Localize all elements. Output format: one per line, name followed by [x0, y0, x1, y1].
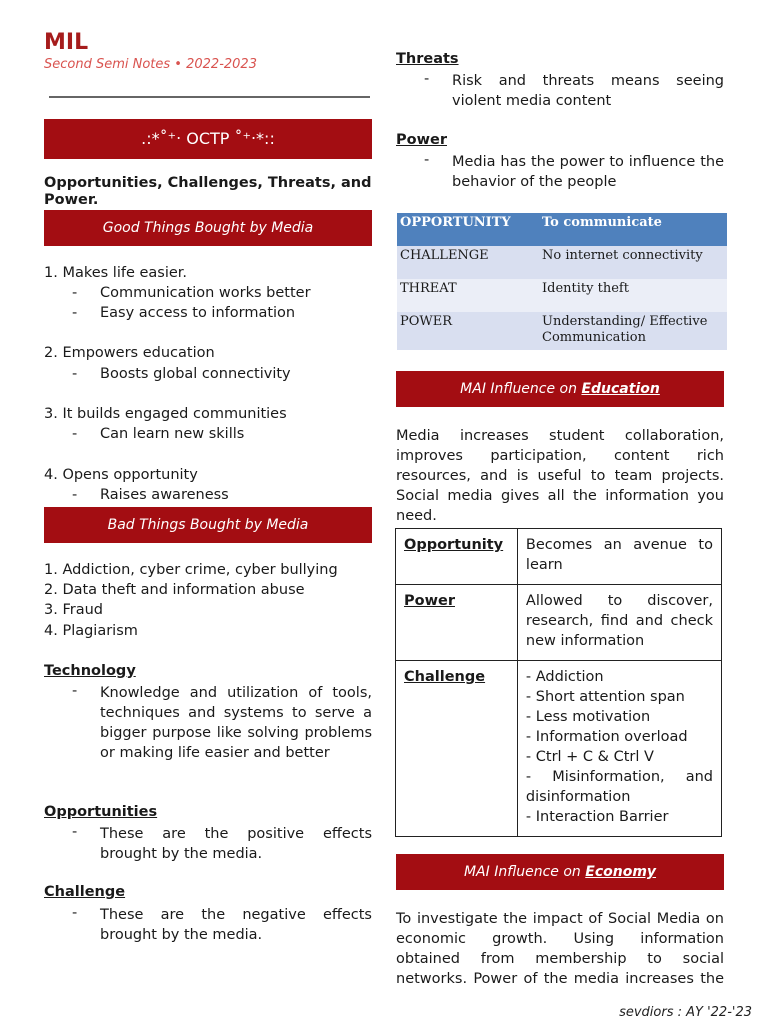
octp-table	[397, 213, 727, 350]
good-item-2: 2. Empowers education	[44, 345, 215, 361]
technology-item	[44, 683, 372, 783]
table-cell: To communicate	[542, 215, 662, 230]
table-cell: CHALLENGE	[400, 248, 489, 263]
document-title: MIL	[44, 30, 89, 55]
list-item: - Misinformation, and disinformation	[525, 769, 713, 805]
education-paragraph: Media increases student collaboration, improves participation, content rich resources, and is useful to team projects. Social media gives all the information you need.	[396, 428, 724, 524]
technology-text: Knowledge and utilization of tools, techniques and systems to serve a bigger purpose like solving problems or making life easier and better	[100, 685, 372, 761]
education-banner	[396, 371, 724, 407]
dash: -	[72, 905, 78, 921]
economy-paragraph: To investigate the impact of Social Media on economic growth. Using information obtained from membership to social networks. Power of the media increases the	[396, 911, 724, 987]
list-item: - Addiction	[525, 669, 604, 685]
challenge-values	[517, 661, 721, 837]
list-item: - Less motivation	[525, 709, 651, 725]
dash: -	[72, 683, 78, 699]
footer-credit: sevdiors : AY '22-'23	[619, 1005, 752, 1020]
power-item	[396, 152, 724, 194]
dash: -	[72, 487, 78, 503]
education-table	[395, 528, 722, 837]
challenge-item	[44, 905, 372, 947]
table-row	[396, 529, 722, 585]
education-banner-topic: Education	[581, 381, 660, 397]
table-row	[397, 312, 727, 350]
list-item: - Information overload	[525, 729, 688, 745]
bad-item-1: 1. Addiction, cyber crime, cyber bullying	[44, 562, 338, 578]
threats-item	[396, 71, 724, 113]
dash: -	[72, 366, 78, 382]
dash: -	[72, 305, 78, 321]
table-row	[397, 246, 727, 279]
list-item: - Interaction Barrier	[525, 809, 669, 825]
dash: -	[72, 824, 78, 840]
challenge-heading: Challenge	[44, 884, 126, 900]
good-item-1-sub-1: Communication works better	[100, 285, 311, 301]
challenge-text: These are the negative effects brought by the media.	[100, 907, 372, 943]
good-item-4-sub-1: Raises awareness	[100, 487, 229, 503]
challenge-label: Challenge	[396, 661, 518, 837]
opportunities-item	[44, 824, 372, 866]
opportunities-heading: Opportunities	[44, 804, 158, 820]
list-item: - Ctrl + C & Ctrl V	[525, 749, 654, 765]
dash: -	[424, 71, 430, 87]
bad-item-3: 3. Fraud	[44, 602, 103, 618]
table-cell: THREAT	[400, 281, 457, 296]
divider-line	[49, 96, 370, 98]
power-label: Power	[396, 585, 518, 661]
table-header-row	[397, 213, 727, 246]
table-cell: OPPORTUNITY	[400, 215, 511, 230]
list-item: - Short attention span	[525, 689, 685, 705]
bad-things-banner: Bad Things Bought by Media	[44, 507, 372, 543]
power-value: Allowed to discover, research, find and check new information	[517, 585, 721, 661]
power-text: Media has the power to influence the behavior of the people	[452, 154, 724, 190]
document-subtitle: Second Semi Notes • 2022-2023	[44, 57, 257, 72]
bad-item-2: 2. Data theft and information abuse	[44, 582, 305, 598]
table-row	[396, 661, 722, 837]
economy-banner-prefix: MAI Influence on	[463, 864, 586, 880]
good-item-1: 1. Makes life easier.	[44, 265, 188, 281]
dash: -	[424, 152, 430, 168]
good-item-2-sub-1: Boosts global connectivity	[100, 366, 291, 382]
octp-banner: .:*˚⁺‧ OCTP ˚⁺‧*::	[44, 119, 372, 159]
dash: -	[72, 285, 78, 301]
economy-banner-topic: Economy	[585, 864, 657, 880]
dash: -	[72, 426, 78, 442]
table-cell: Understanding/ Effective Communication	[542, 314, 708, 345]
threats-heading: Threats	[396, 51, 459, 67]
bad-item-4: 4. Plagiarism	[44, 623, 138, 639]
good-item-3-sub-1: Can learn new skills	[100, 426, 245, 442]
table-row	[397, 279, 727, 312]
table-cell: No internet connectivity	[542, 248, 703, 263]
intro-heading: Opportunities, Challenges, Threats, and Power.	[44, 175, 372, 208]
economy-banner	[396, 854, 724, 890]
education-banner-prefix: MAI Influence on	[460, 381, 582, 397]
threats-text: Risk and threats means seeing violent media content	[452, 73, 724, 109]
table-row	[396, 585, 722, 661]
good-item-3: 3. It builds engaged communities	[44, 406, 287, 422]
opportunities-text: These are the positive effects brought by the media.	[100, 826, 372, 862]
table-cell: POWER	[400, 314, 453, 329]
good-item-4: 4. Opens opportunity	[44, 467, 198, 483]
opportunity-label: Opportunity	[396, 529, 518, 585]
good-things-banner: Good Things Bought by Media	[44, 210, 372, 246]
good-item-1-sub-2: Easy access to information	[100, 305, 296, 321]
opportunity-value: Becomes an avenue to learn	[517, 529, 721, 585]
table-cell: Identity theft	[542, 281, 629, 296]
power-heading: Power	[396, 132, 447, 148]
technology-heading: Technology	[44, 663, 136, 679]
